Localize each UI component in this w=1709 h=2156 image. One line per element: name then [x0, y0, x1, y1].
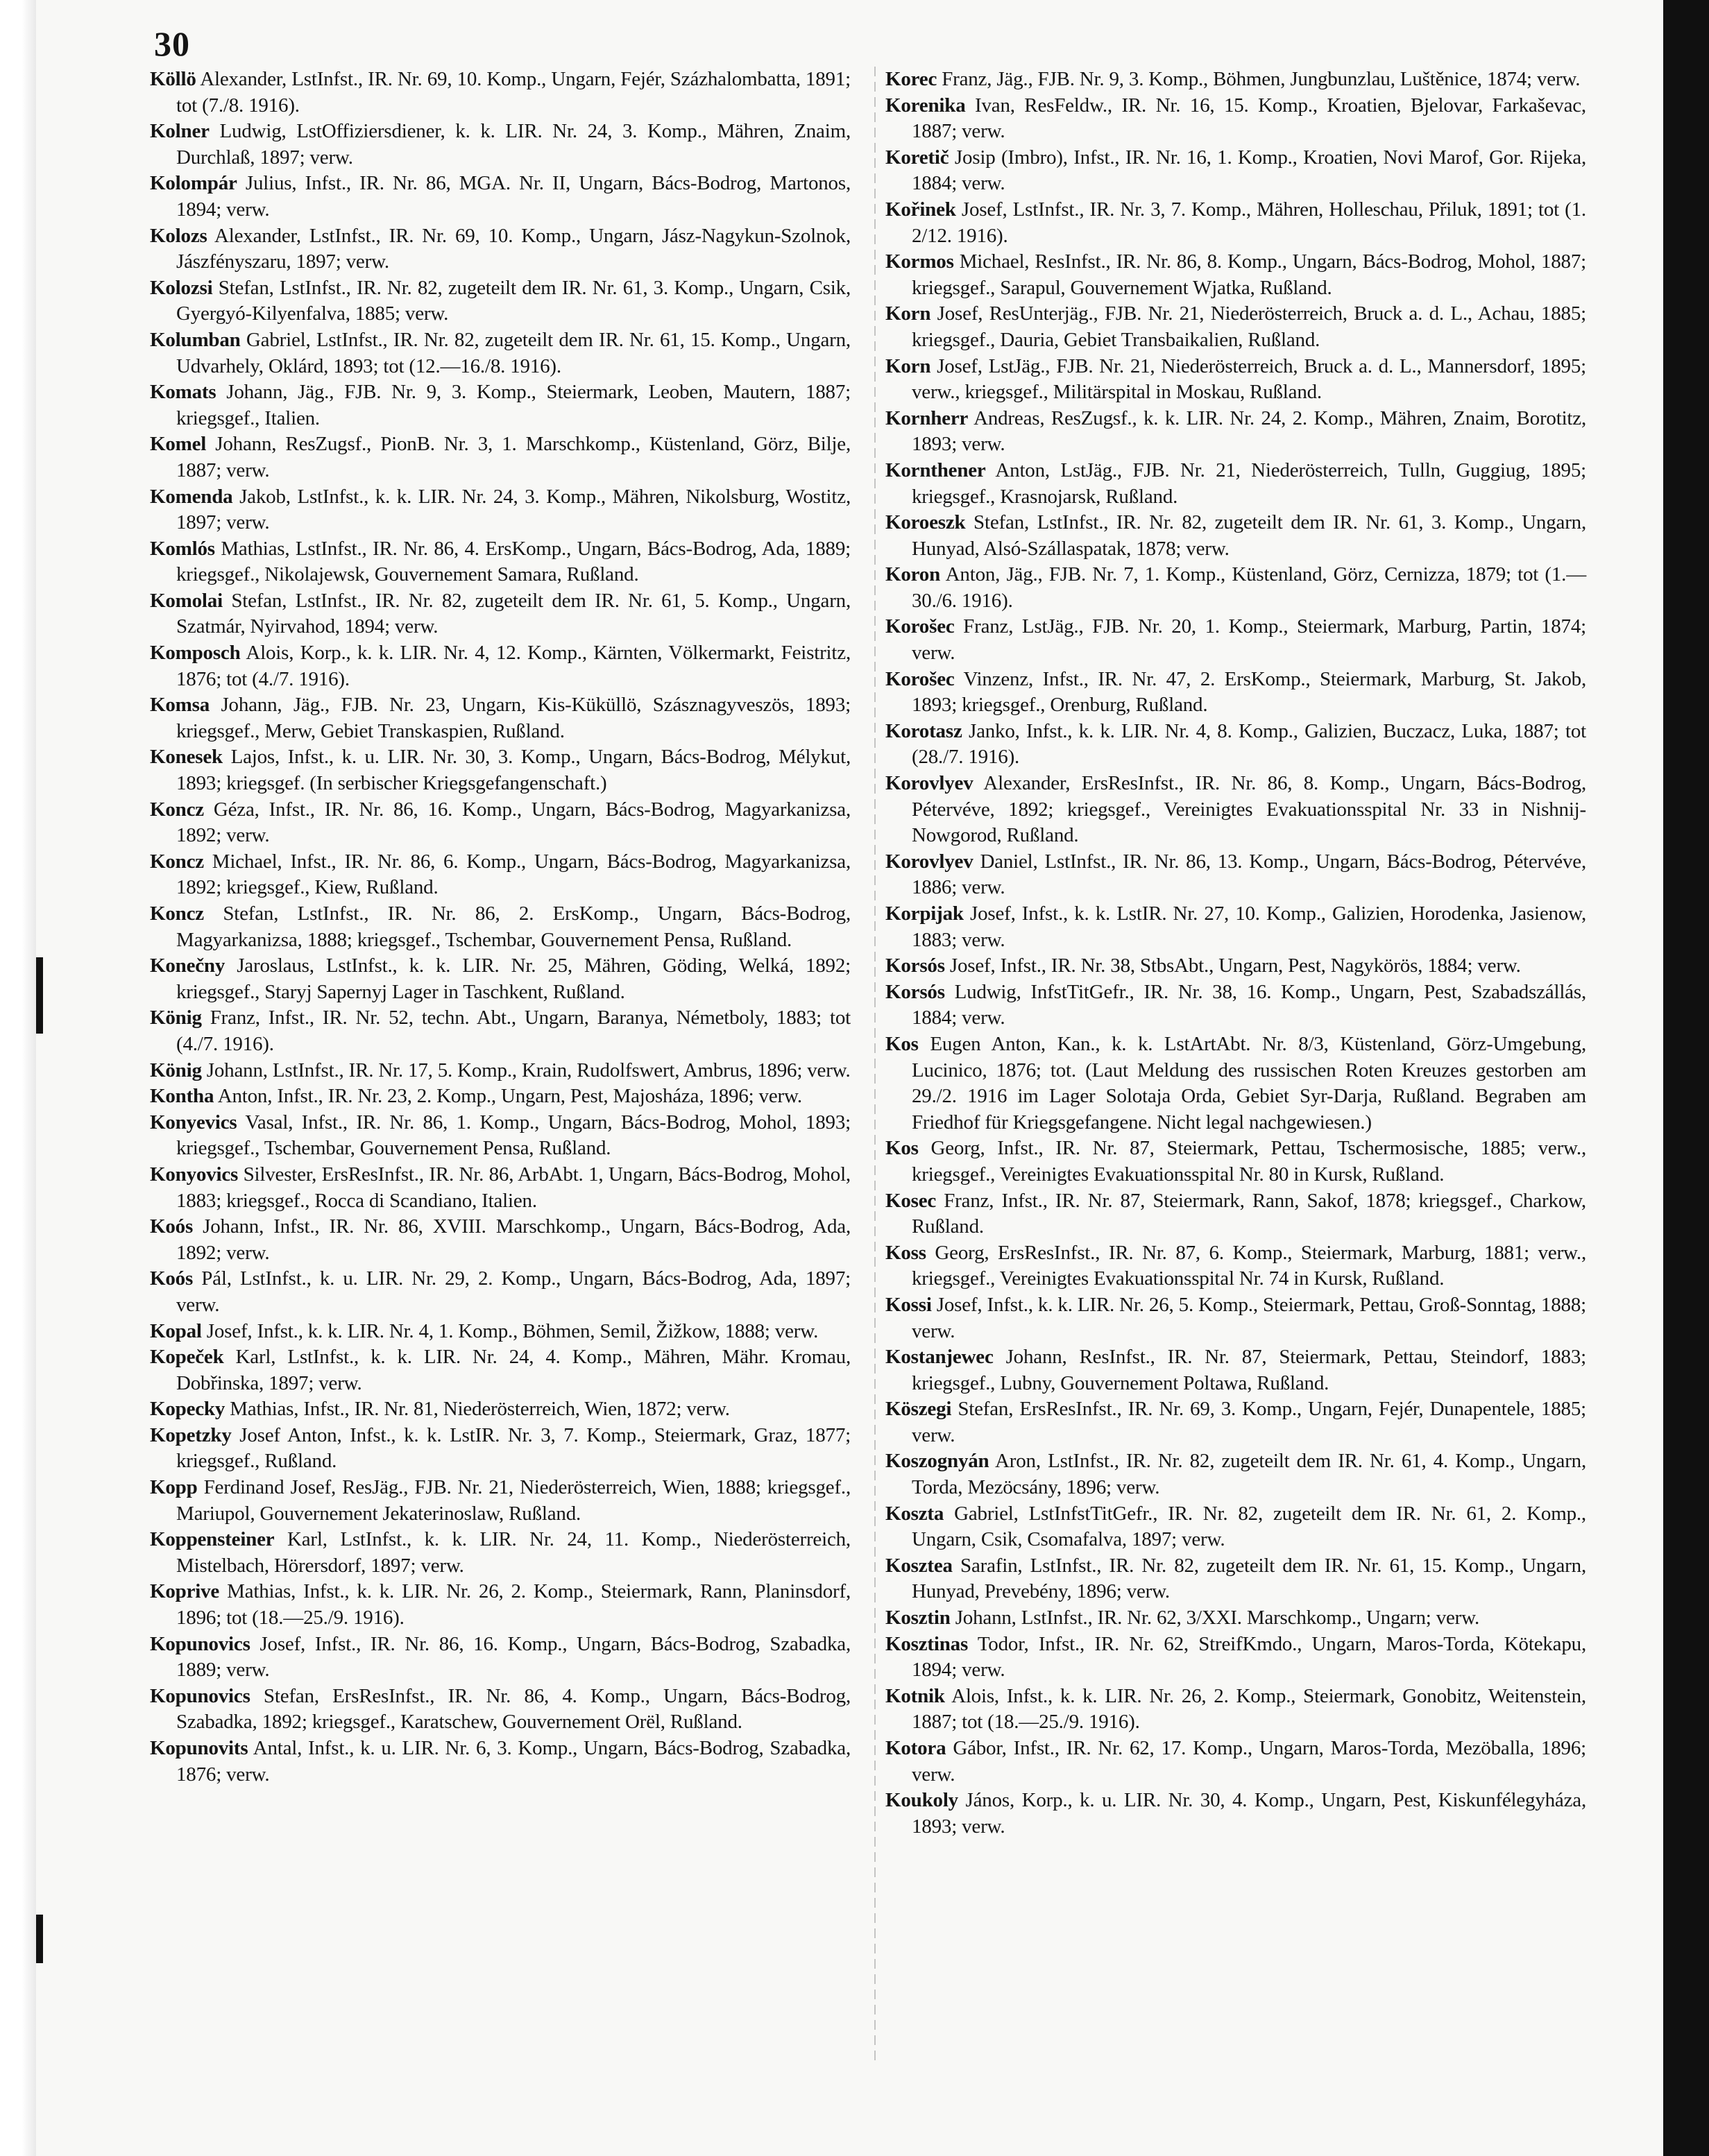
register-entry [885, 771, 1586, 849]
entry-details: Josef, LstInfst., IR. Nr. 3, 7. Komp., Mähren, Holleschau, Přiluk, 1891; tot (1. 2/12. 1916). [912, 198, 1586, 247]
entry-surname: Koss [885, 1241, 926, 1264]
entry-surname: Kolner [150, 120, 210, 143]
entry-details: Johann, Jäg., FJB. Nr. 9, 3. Komp., Steiermark, Leoben, Mautern, 1887; kriegsgef., Italien. [176, 381, 851, 429]
register-entry [150, 484, 851, 536]
register-entry [885, 145, 1586, 197]
entry-details: Stefan, LstInfst., IR. Nr. 82, zugeteilt dem IR. Nr. 61, 3. Komp., Ungarn, Csik, Gyergyó-Kilyenfalva, 1885; verw. [176, 276, 851, 325]
entry-details: Josef Anton, Infst., k. k. LstIR. Nr. 3, 7. Komp., Steiermark, Graz, 1877; kriegsgef., Rußland. [176, 1423, 851, 1473]
entry-surname: Komsa [150, 694, 210, 717]
entry-surname: König [150, 1059, 202, 1081]
register-entry [150, 379, 851, 431]
entry-surname: Koncz [150, 902, 204, 925]
entry-surname: Korotasz [885, 719, 962, 742]
entry-surname: Kolozsi [150, 276, 213, 299]
entry-surname: Koroeszk [885, 511, 966, 534]
register-entry [150, 797, 851, 849]
entry-surname: Kopunovits [150, 1737, 248, 1759]
register-entry [885, 1501, 1586, 1553]
register-entry [885, 1448, 1586, 1500]
entry-surname: Korošec [885, 667, 955, 690]
register-entry [150, 1214, 851, 1266]
entry-details: Aron, LstInfst., IR. Nr. 82, zugeteilt dem IR. Nr. 61, 4. Komp., Ungarn, Torda, Mezöcsány, 1896; verw. [912, 1450, 1586, 1499]
register-entry [150, 431, 851, 484]
entry-details: Josef, ResUnterjäg., FJB. Nr. 21, Niederösterreich, Bruck a. d. L., Achau, 1885; kriegsgef., Dauria, Gebiet Transbaikalien, Rußland. [912, 302, 1586, 351]
register-entry [885, 1736, 1586, 1788]
entry-surname: Kosec [885, 1189, 937, 1212]
entry-details: János, Korp., k. u. LIR. Nr. 30, 4. Komp., Ungarn, Pest, Kiskunfélegyháza, 1893; verw. [912, 1789, 1586, 1838]
entry-details: Stefan, ErsResInfst., IR. Nr. 86, 4. Komp., Ungarn, Bács-Bodrog, Szabadka, 1892; kriegsgef., Karatschew, Gouvernement Orël, Rußland. [176, 1684, 851, 1734]
entry-details: Ivan, ResFeldw., IR. Nr. 16, 15. Komp., Kroatien, Bjelovar, Farkaševac, 1887; verw. [912, 94, 1586, 143]
register-entry [150, 1344, 851, 1396]
register-entry [885, 1788, 1586, 1840]
scan-left-margin [0, 0, 36, 2156]
register-entry [150, 1527, 851, 1579]
entry-surname: Kossi [885, 1293, 932, 1316]
entry-surname: Kosztea [885, 1554, 953, 1577]
entry-details: Vasal, Infst., IR. Nr. 86, 1. Komp., Ungarn, Bács-Bodrog, Mohol, 1893; kriegsgef., Tschembar, Gouvernement Pensa, Rußland. [176, 1111, 851, 1160]
entry-surname: Komats [150, 381, 216, 404]
entry-surname: Kolozs [150, 224, 207, 247]
register-entry [150, 1110, 851, 1162]
entry-details: Michael, Infst., IR. Nr. 86, 6. Komp., Ungarn, Bács-Bodrog, Magyarkanizsa, 1892; kriegsgef., Kiew, Rußland. [176, 850, 851, 899]
entry-details: Janko, Infst., k. k. LIR. Nr. 4, 8. Komp., Galizien, Buczacz, Luka, 1887; tot (28./7. 1916). [912, 719, 1586, 769]
entry-surname: Kos [885, 1137, 919, 1160]
entry-details: Stefan, ErsResInfst., IR. Nr. 69, 3. Komp., Ungarn, Fejér, Dunapentele, 1885; verw. [912, 1398, 1586, 1446]
entry-details: Andreas, ResZugsf., k. k. LIR. Nr. 24, 2. Komp., Mähren, Znaim, Borotitz, 1893; verw. [912, 407, 1586, 456]
scan-mark [36, 1915, 43, 1963]
register-entry [150, 275, 851, 327]
register-entry [885, 901, 1586, 953]
register-entry [150, 327, 851, 379]
register-entry [885, 979, 1586, 1032]
entry-surname: Kos [885, 1032, 919, 1055]
entry-details: Mathias, LstInfst., IR. Nr. 86, 4. ErsKomp., Ungarn, Bács-Bodrog, Ada, 1889; kriegsgef., Nikolajewsk, Gouvernement Samara, Rußland. [176, 537, 851, 586]
entry-details: Vinzenz, Infst., IR. Nr. 47, 2. ErsKomp., Steiermark, Marburg, St. Jakob, 1893; kriegsgef., Orenburg, Rußland. [912, 667, 1586, 717]
entry-details: Pál, LstInfst., k. u. LIR. Nr. 29, 2. Komp., Ungarn, Bács-Bodrog, Ada, 1897; verw. [176, 1267, 851, 1316]
entry-details: Gabriel, LstInfstTitGefr., IR. Nr. 82, zugeteilt dem IR. Nr. 61, 2. Komp., Ungarn, Csik, Csomafalva, 1897; verw. [912, 1502, 1586, 1551]
entry-surname: Kormos [885, 250, 954, 273]
right-column [885, 67, 1586, 1840]
column-divider [874, 67, 876, 2064]
entry-details: Franz, Infst., IR. Nr. 52, techn. Abt., Ungarn, Baranya, Németboly, 1883; tot (4./7. 1916). [176, 1007, 851, 1055]
entry-details: Lajos, Infst., k. u. LIR. Nr. 30, 3. Komp., Ungarn, Bács-Bodrog, Mélykut, 1893; kriegsgef. (In serbischer Kriegsgefangenschaft.) [176, 746, 851, 795]
register-entry [885, 1136, 1586, 1188]
register-entry [885, 1032, 1586, 1136]
register-entry [150, 1736, 851, 1788]
entry-surname: Köszegi [885, 1398, 952, 1421]
scan-right-border [1663, 0, 1709, 2156]
entry-surname: Kopp [150, 1476, 198, 1499]
entry-details: Alois, Infst., k. k. LIR. Nr. 26, 2. Komp., Steiermark, Gonobitz, Weitenstein, 1887; tot (18.—25./9. 1916). [912, 1684, 1586, 1734]
entry-details: Sarafin, LstInfst., IR. Nr. 82, zugeteilt dem IR. Nr. 61, 15. Komp., Ungarn, Hunyad, Prevebény, 1896; verw. [912, 1554, 1586, 1603]
entry-details: Géza, Infst., IR. Nr. 86, 16. Komp., Ungarn, Bács-Bodrog, Magyarkanizsa, 1892; verw. [176, 798, 851, 847]
register-entry [885, 953, 1586, 979]
register-entry [150, 67, 851, 119]
entry-details: Alexander, LstInfst., IR. Nr. 69, 10. Komp., Ungarn, Fejér, Százhalombatta, 1891; tot (7./8. 1916). [176, 68, 851, 117]
entry-details: Johann, ResZugsf., PionB. Nr. 3, 1. Marschkomp., Küstenland, Görz, Bilje, 1887; verw. [176, 433, 851, 481]
register-entry [885, 354, 1586, 406]
register-entry [885, 1632, 1586, 1684]
register-entry [150, 953, 851, 1005]
register-entry [885, 1240, 1586, 1292]
entry-surname: Kopal [150, 1319, 202, 1342]
entry-details: Stefan, LstInfst., IR. Nr. 82, zugeteilt dem IR. Nr. 61, 3. Komp., Ungarn, Hunyad, Alsó-Szállaspatak, 1878; verw. [912, 511, 1586, 560]
entry-surname: Köllö [150, 68, 196, 90]
register-entry [885, 301, 1586, 353]
entry-details: Ferdinand Josef, ResJäg., FJB. Nr. 21, Niederösterreich, Wien, 1888; kriegsgef., Mariupol, Gouvernement Jekaterinoslaw, Rußland. [176, 1476, 851, 1525]
register-entry [885, 67, 1586, 93]
entry-details: Anton, LstJäg., FJB. Nr. 21, Niederösterreich, Tulln, Guggiug, 1895; kriegsgef., Krasnojarsk, Rußland. [912, 459, 1586, 508]
entry-surname: Komel [150, 433, 207, 456]
entry-details: Josef, Infst., IR. Nr. 38, StbsAbt., Ungarn, Pest, Nagykörös, 1884; verw. [944, 955, 1521, 977]
entry-surname: Kopecky [150, 1398, 226, 1421]
entry-details: Franz, Infst., IR. Nr. 87, Steiermark, Rann, Sakof, 1878; kriegsgef., Charkow, Rußland. [912, 1189, 1586, 1238]
register-entry [150, 1396, 851, 1423]
register-entry [150, 1266, 851, 1318]
page-number: 30 [154, 24, 190, 63]
entry-surname: Koszognyán [885, 1450, 989, 1473]
entry-surname: Koprive [150, 1580, 220, 1603]
entry-details: Anton, Jäg., FJB. Nr. 7, 1. Komp., Küstenland, Görz, Cernizza, 1879; tot (1.—30./6. 1916). [912, 563, 1586, 612]
entry-details: Julius, Infst., IR. Nr. 86, MGA. Nr. II, Ungarn, Bács-Bodrog, Martonos, 1894; verw. [176, 172, 851, 221]
entry-details: Antal, Infst., k. u. LIR. Nr. 6, 3. Komp., Ungarn, Bács-Bodrog, Szabadka, 1876; verw. [176, 1737, 851, 1786]
register-entry [885, 249, 1586, 301]
register-entry [150, 119, 851, 171]
entry-details: Todor, Infst., IR. Nr. 62, StreifKmdo., Ungarn, Maros-Torda, Kötekapu, 1894; verw. [912, 1632, 1586, 1682]
entry-details: Michael, ResInfst., IR. Nr. 86, 8. Komp., Ungarn, Bács-Bodrog, Mohol, 1887; kriegsgef., Sarapul, Gouvernement Wjatka, Rußland. [912, 250, 1586, 299]
entry-details: Alexander, LstInfst., IR. Nr. 69, 10. Komp., Ungarn, Jász-Nagykun-Szolnok, Jászfényszaru, 1897; verw. [176, 224, 851, 273]
entry-details: Stefan, LstInfst., IR. Nr. 82, zugeteilt dem IR. Nr. 61, 5. Komp., Ungarn, Szatmár, Nyirvahod, 1894; verw. [176, 589, 851, 638]
entry-surname: Kosztin [885, 1607, 951, 1629]
entry-surname: Kopeček [150, 1346, 224, 1369]
register-entry [150, 588, 851, 640]
entry-surname: Koppensteiner [150, 1528, 275, 1551]
entry-details: Gabriel, LstInfst., IR. Nr. 82, zugeteilt dem IR. Nr. 61, 15. Komp., Ungarn, Udvarhely, Oklárd, 1893; tot (12.—16./8. 1916). [176, 328, 851, 377]
register-entry [885, 1344, 1586, 1396]
entry-surname: Komlós [150, 537, 215, 560]
entry-details: Silvester, ErsResInfst., IR. Nr. 86, ArbAbt. 1, Ungarn, Bács-Bodrog, Mohol, 1883; kriegsgef., Rocca di Scandiano, Italien. [176, 1163, 851, 1212]
entry-details: Johann, LstInfst., IR. Nr. 62, 3/XXI. Marschkomp., Ungarn; verw. [950, 1607, 1480, 1629]
entry-details: Josef, LstJäg., FJB. Nr. 21, Niederösterreich, Bruck a. d. L., Mannersdorf, 1895; verw., kriegsgef., Militärspital in Moskau, Rußland. [912, 354, 1586, 404]
entry-surname: Komenda [150, 485, 233, 508]
register-entry [885, 458, 1586, 510]
entry-surname: Korpijak [885, 902, 964, 925]
register-entry [150, 1162, 851, 1214]
register-entry [885, 614, 1586, 666]
register-entry [150, 536, 851, 588]
entry-details: Josef, Infst., IR. Nr. 86, 16. Komp., Ungarn, Bács-Bodrog, Szabadka, 1889; verw. [176, 1632, 851, 1682]
scan-mark [36, 957, 43, 1034]
entry-surname: Korsós [885, 980, 945, 1003]
entry-surname: Kornthener [885, 459, 986, 481]
entry-details: Johann, LstInfst., IR. Nr. 17, 5. Komp., Krain, Rudolfswert, Ambrus, 1896; verw. [201, 1059, 851, 1081]
register-entry [150, 1058, 851, 1084]
entry-details: Josef, Infst., k. k. LstIR. Nr. 27, 10. Komp., Galizien, Horodenka, Jasienow, 1883; verw. [912, 902, 1586, 951]
register-entry [150, 640, 851, 692]
entry-details: Karl, LstInfst., k. k. LIR. Nr. 24, 4. Komp., Mähren, Mähr. Kromau, Dobřinska, 1897; verw. [176, 1346, 851, 1394]
entry-details: Gábor, Infst., IR. Nr. 62, 17. Komp., Ungarn, Maros-Torda, Mezöballa, 1896; verw. [912, 1737, 1586, 1786]
entry-surname: Korn [885, 354, 931, 377]
entry-details: Alexander, ErsResInfst., IR. Nr. 86, 8. Komp., Ungarn, Bács-Bodrog, Pétervéve, 1892; kriegsgef., Vereinigtes Evakuationsspital Nr. 33 in Nishnij-Nowgorod, Rußland. [912, 772, 1586, 847]
register-entry [885, 1684, 1586, 1736]
left-column [150, 67, 851, 1788]
entry-surname: Koncz [150, 850, 204, 873]
register-entry [150, 1319, 851, 1345]
entry-surname: Konečny [150, 955, 226, 977]
entry-details: Josip (Imbro), Infst., IR. Nr. 16, 1. Komp., Kroatien, Novi Marof, Gor. Rijeka, 1884; verw. [912, 146, 1586, 195]
register-entry [885, 197, 1586, 249]
register-entry [150, 849, 851, 901]
entry-surname: Korsós [885, 955, 945, 977]
entry-details: Johann, Infst., IR. Nr. 86, XVIII. Marschkomp., Ungarn, Bács-Bodrog, Ada, 1892; verw. [176, 1215, 851, 1264]
register-entry [885, 849, 1586, 901]
entry-details: Alois, Korp., k. k. LIR. Nr. 4, 12. Komp., Kärnten, Völkermarkt, Feistritz, 1876; tot (4./7. 1916). [176, 642, 851, 690]
register-entry [150, 692, 851, 744]
entry-details: Johann, Jäg., FJB. Nr. 23, Ungarn, Kis-Küküllö, Szásznagyveszös, 1893; kriegsgef., Merw, Gebiet Transkaspien, Rußland. [176, 694, 851, 742]
entry-details: Georg, Infst., IR. Nr. 87, Steiermark, Pettau, Tschermosische, 1885; verw., kriegsgef., Vereinigtes Evakuationsspital Nr. 80 in Kursk, Rußland. [912, 1137, 1586, 1186]
entry-surname: Kopetzky [150, 1423, 232, 1446]
register-entry [150, 1084, 851, 1110]
register-entry [150, 744, 851, 796]
entry-details: Daniel, LstInfst., IR. Nr. 86, 13. Komp., Ungarn, Bács-Bodrog, Pétervéve, 1886; verw. [912, 850, 1586, 899]
entry-details: Johann, ResInfst., IR. Nr. 87, Steiermark, Pettau, Steindorf, 1883; kriegsgef., Lubny, Gouvernement Poltawa, Rußland. [912, 1346, 1586, 1394]
entry-details: Georg, ErsResInfst., IR. Nr. 87, 6. Komp., Steiermark, Marburg, 1881; verw., kriegsgef., Vereinigtes Evakuationsspital Nr. 74 in Kursk, Rußland. [912, 1241, 1586, 1290]
entry-surname: Kotnik [885, 1684, 945, 1707]
entry-surname: Kornherr [885, 407, 969, 429]
register-entry [885, 1605, 1586, 1632]
entry-surname: Kopunovics [150, 1684, 250, 1707]
register-entry [150, 1684, 851, 1736]
register-entry [885, 1553, 1586, 1605]
register-entry [885, 562, 1586, 614]
register-entry [885, 667, 1586, 719]
register-entry [150, 1475, 851, 1527]
entry-details: Mathias, Infst., IR. Nr. 81, Niederösterreich, Wien, 1872; verw. [225, 1398, 730, 1421]
entry-surname: Koós [150, 1267, 194, 1290]
register-entry [885, 719, 1586, 771]
entry-surname: Koukoly [885, 1789, 958, 1812]
entry-surname: Konesek [150, 746, 223, 769]
entry-surname: Kolumban [150, 328, 241, 351]
register-entry [885, 406, 1586, 458]
register-entry [885, 1188, 1586, 1240]
register-entry [885, 1292, 1586, 1344]
entry-details: Ludwig, InfstTitGefr., IR. Nr. 38, 16. Komp., Ungarn, Pest, Szabadszállás, 1884; verw. [912, 980, 1586, 1029]
entry-surname: Koszta [885, 1502, 944, 1525]
entry-details: Franz, LstJäg., FJB. Nr. 20, 1. Komp., Steiermark, Marburg, Partin, 1874; verw. [912, 615, 1586, 665]
entry-details: Anton, Infst., IR. Nr. 23, 2. Komp., Ungarn, Pest, Majosháza, 1896; verw. [214, 1085, 802, 1108]
entry-surname: Korec [885, 68, 937, 90]
register-entry [885, 1396, 1586, 1448]
register-entry [885, 510, 1586, 562]
entry-surname: Korovlyev [885, 772, 973, 795]
entry-surname: Koron [885, 563, 941, 586]
entry-surname: König [150, 1007, 202, 1029]
entry-surname: Kořinek [885, 198, 956, 221]
entry-details: Ludwig, LstOffiziersdiener, k. k. LIR. Nr. 24, 3. Komp., Mähren, Znaim, Durchlaß, 1897; verw. [176, 120, 851, 169]
entry-details: Franz, Jäg., FJB. Nr. 9, 3. Komp., Böhmen, Jungbunzlau, Luštěnice, 1874; verw. [937, 68, 1581, 90]
entry-surname: Kontha [150, 1085, 214, 1108]
entry-surname: Kostanjewec [885, 1346, 994, 1369]
entry-surname: Korovlyev [885, 850, 973, 873]
register-entry [150, 1632, 851, 1684]
entry-surname: Koretič [885, 146, 949, 169]
register-entry [150, 1005, 851, 1057]
entry-surname: Kotora [885, 1737, 946, 1759]
entry-surname: Korn [885, 302, 931, 325]
entry-surname: Korošec [885, 615, 955, 638]
register-entry [150, 1579, 851, 1631]
entry-surname: Komposch [150, 642, 241, 665]
entry-details: Mathias, Infst., k. k. LIR. Nr. 26, 2. Komp., Steiermark, Rann, Planinsdorf, 1896; tot (18.—25./9. 1916). [176, 1580, 851, 1629]
entry-details: Stefan, LstInfst., IR. Nr. 86, 2. ErsKomp., Ungarn, Bács-Bodrog, Magyarkanizsa, 1888; kriegsgef., Tschembar, Gouvernement Pensa, Rußland. [176, 902, 851, 951]
register-entry [150, 1423, 851, 1475]
entry-details: Jakob, LstInfst., k. k. LIR. Nr. 24, 3. Komp., Mähren, Nikolsburg, Wostitz, 1897; verw. [176, 485, 851, 534]
entry-surname: Kopunovics [150, 1632, 250, 1655]
register-entry [885, 93, 1586, 145]
register-entry [150, 223, 851, 275]
entry-details: Josef, Infst., k. k. LIR. Nr. 26, 5. Komp., Steiermark, Pettau, Groß-Sonntag, 1888; verw. [912, 1293, 1586, 1342]
entry-details: Jaroslaus, LstInfst., k. k. LIR. Nr. 25, Mähren, Göding, Welká, 1892; kriegsgef., Staryj Sapernyj Lager in Taschkent, Rußland. [176, 955, 851, 1003]
entry-surname: Kolompár [150, 172, 237, 195]
entry-surname: Koncz [150, 798, 204, 821]
entry-surname: Konyevics [150, 1111, 237, 1133]
entry-surname: Koós [150, 1215, 194, 1238]
entry-surname: Kosztinas [885, 1632, 969, 1655]
entry-details: Josef, Infst., k. k. LIR. Nr. 4, 1. Komp., Böhmen, Semil, Žižkow, 1888; verw. [201, 1319, 819, 1342]
register-entry [150, 171, 851, 223]
register-entry [150, 901, 851, 953]
entry-details: Eugen Anton, Kan., k. k. LstArtAbt. Nr. 8/3, Küstenland, Görz-Umgebung, Lucinico, 1876; tot. (Laut Meldung des russischen Roten Kreuzes gestorben am 29./2. 1916 im Lager Solotaja Orda, Gebiet Syr-Darja, Rußland. Begraben am Friedhof für Kriegsgefangene. Nicht legal nachgewiesen.) [912, 1032, 1586, 1133]
entry-surname: Korenika [885, 94, 966, 117]
entry-surname: Konyovics [150, 1163, 239, 1186]
entry-details: Karl, LstInfst., k. k. LIR. Nr. 24, 11. Komp., Niederösterreich, Mistelbach, Hörersdorf, 1897; verw. [176, 1528, 851, 1577]
entry-surname: Komolai [150, 589, 223, 612]
